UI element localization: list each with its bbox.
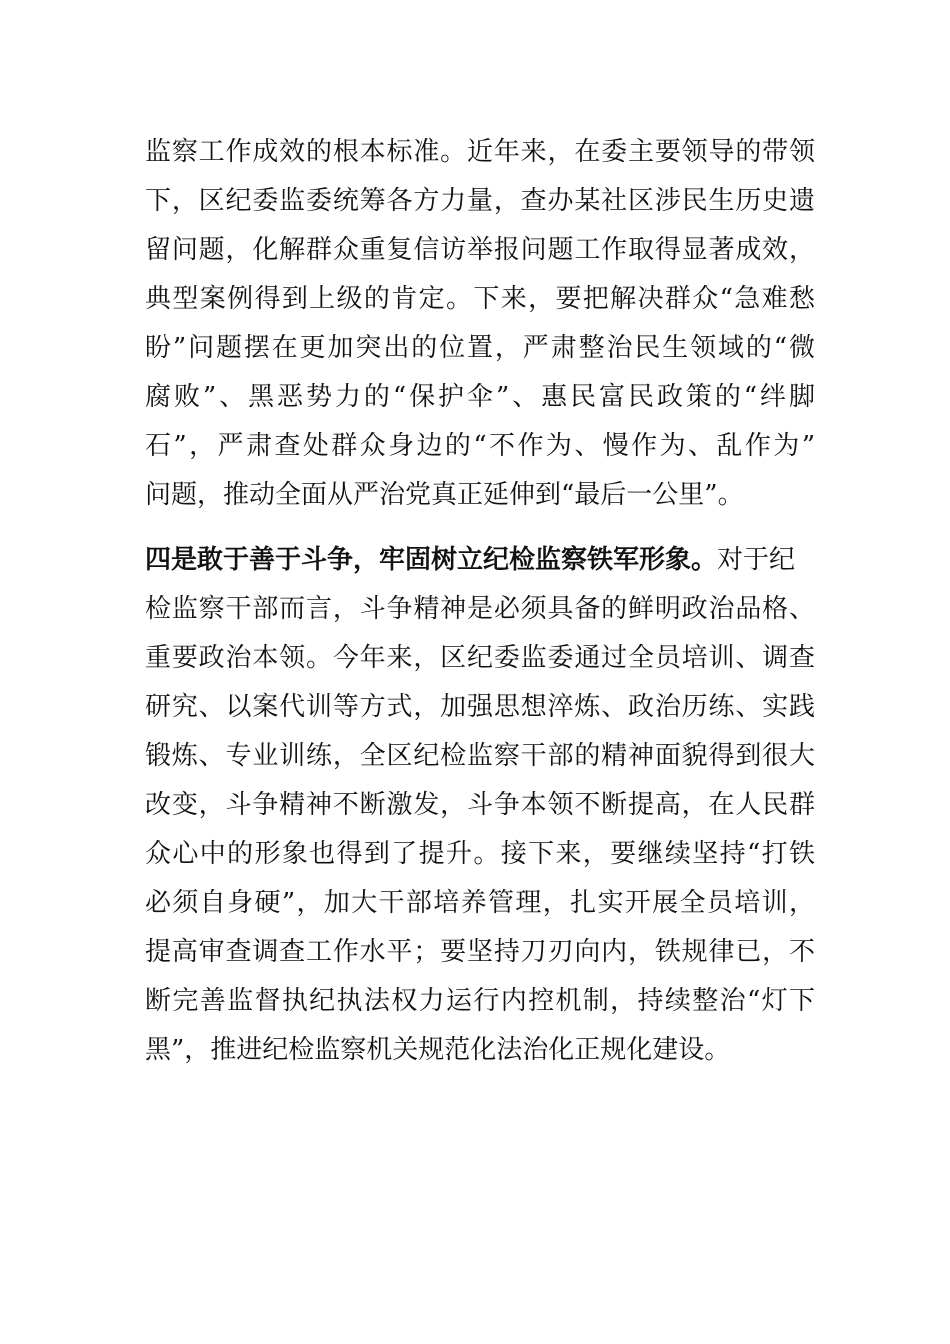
text-line: 腐败”、黑恶势力的“保护伞”、惠民富民政策的“绊脚 bbox=[145, 382, 815, 412]
text-line: 黑”，推进纪检监察机关规范化法治化正规化建设。 bbox=[145, 1035, 731, 1065]
paragraph-1 bbox=[145, 128, 815, 520]
text-line: 断完善监督执纪执法权力运行内控机制，持续整治“灯下 bbox=[145, 986, 815, 1016]
paragraph-2 bbox=[145, 536, 815, 1075]
text-line: 锻炼、专业训练，全区纪检监察干部的精神面貌得到很大 bbox=[145, 741, 815, 771]
text-line: 重要政治本领。今年来，区纪委监委通过全员培训、调查 bbox=[145, 643, 815, 673]
text-line: 问题，推动全面从严治党真正延伸到“最后一公里”。 bbox=[145, 480, 744, 510]
text-line: 提高审查调查工作水平；要坚持刀刃向内，铁规律已，不 bbox=[145, 937, 815, 967]
text-line: 下，区纪委监委统筹各方力量，查办某社区涉民生历史遗 bbox=[145, 186, 815, 216]
text-line: 留问题，化解群众重复信访举报问题工作取得显著成效， bbox=[145, 235, 815, 265]
heading-line-continuation: 对于纪 bbox=[717, 545, 796, 575]
text-line: 典型案例得到上级的肯定。下来，要把解决群众“急难愁 bbox=[145, 284, 815, 314]
text-line: 众心中的形象也得到了提升。接下来，要继续坚持“打铁 bbox=[145, 839, 815, 869]
text-line: 检监察干部而言，斗争精神是必须具备的鲜明政治品格、 bbox=[145, 594, 815, 624]
paragraph-heading: 四是敢于善于斗争，牢固树立纪检监察铁军形象。 bbox=[145, 545, 718, 575]
paragraph-heading-line bbox=[145, 536, 815, 585]
text-line: 必须自身硬”，加大干部培养管理，扎实开展全员培训， bbox=[145, 888, 815, 918]
text-line: 改变，斗争精神不断激发，斗争本领不断提高，在人民群 bbox=[145, 790, 815, 820]
text-line: 盼”问题摆在更加突出的位置，严肃整治民生领域的“微 bbox=[145, 333, 815, 363]
text-line: 石”，严肃查处群众身边的“不作为、慢作为、乱作为” bbox=[145, 431, 815, 461]
text-line: 监察工作成效的根本标准。近年来，在委主要领导的带领 bbox=[145, 137, 815, 167]
text-line: 研究、以案代训等方式，加强思想淬炼、政治历练、实践 bbox=[145, 692, 815, 722]
